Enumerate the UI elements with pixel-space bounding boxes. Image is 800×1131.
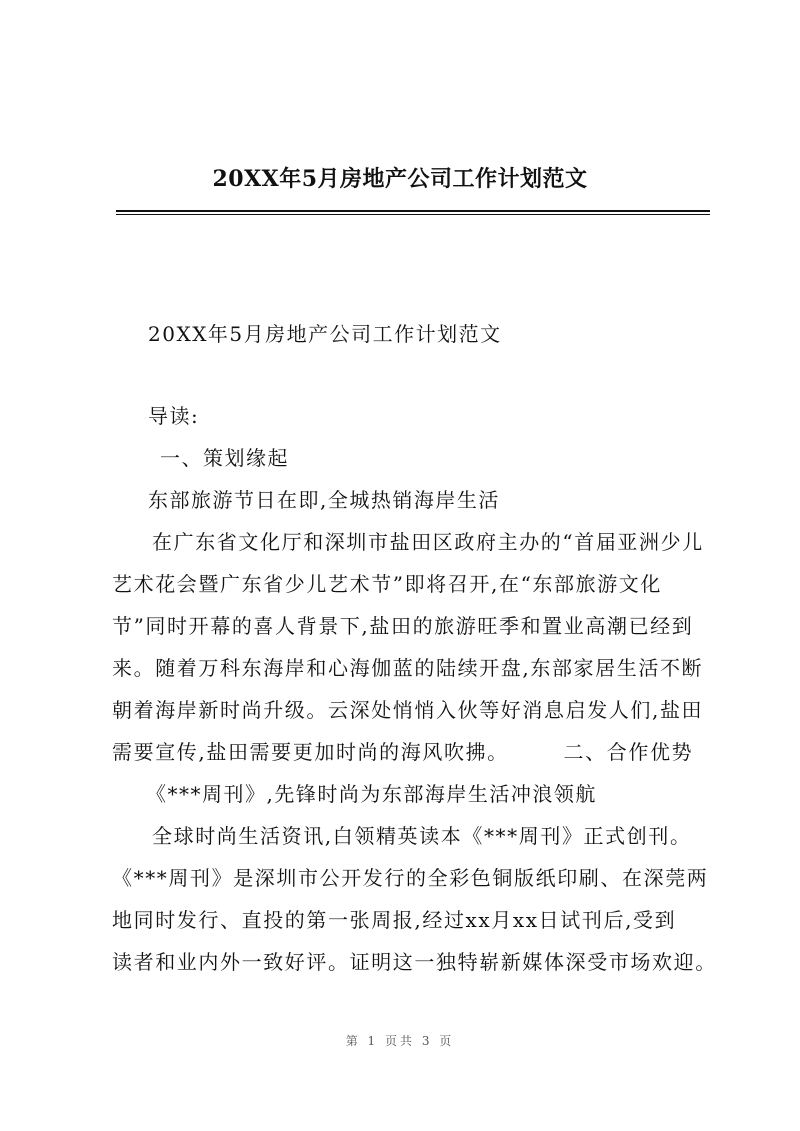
paragraph1-line: 来。随着万科东海岸和心海伽蓝的陆续开盘,东部家居生活不断 <box>112 656 704 680</box>
paragraph2-line: 《***周刊》是深圳市公开发行的全彩色铜版纸印刷、在深莞两 <box>112 866 709 890</box>
header-rule-thin <box>116 214 710 215</box>
section2-subheading: 《***周刊》,先锋时尚为东部海岸生活冲浪领航 <box>146 782 597 806</box>
section1-subheading: 东部旅游节日在即,全城热销海岸生活 <box>148 488 500 512</box>
paragraph2-line: 地同时发行、直投的第一张周报,经过xx月xx日试刊后,受到 <box>112 908 677 932</box>
page-header-title: 20XX年5月房地产公司工作计划范文 <box>212 166 588 192</box>
header-rule-thick <box>116 210 710 212</box>
paragraph2-line: 全球时尚生活资讯,白领精英读本《***周刊》正式创刊。 <box>152 824 692 848</box>
intro-label: 导读: <box>148 404 200 428</box>
paragraph1-line: 节”同时开幕的喜人背景下,盐田的旅游旺季和置业高潮已经到 <box>112 614 694 638</box>
section1-heading: 一、策划缘起 <box>160 446 289 470</box>
paragraph1-line: 朝着海岸新时尚升级。云深处悄悄入伙等好消息启发人们,盐田 <box>112 698 704 722</box>
paragraph2-line: 读者和业内外一致好评。证明这一独特崭新媒体深受市场欢迎。 <box>112 950 717 974</box>
document-title: 20XX年5月房地产公司工作计划范文 <box>148 322 502 346</box>
paragraph1-line: 艺术花会暨广东省少儿艺术节”即将召开,在“东部旅游文化 <box>112 572 663 596</box>
paragraph1-line: 需要宣传,盐田需要更加时尚的海风吹拂。 二、合作优势 <box>112 740 694 764</box>
paragraph1-line: 在广东省文化厅和深圳市盐田区政府主办的“首届亚洲少儿 <box>152 530 704 554</box>
page-footer: 第 1 页共 3 页 <box>345 1034 455 1048</box>
